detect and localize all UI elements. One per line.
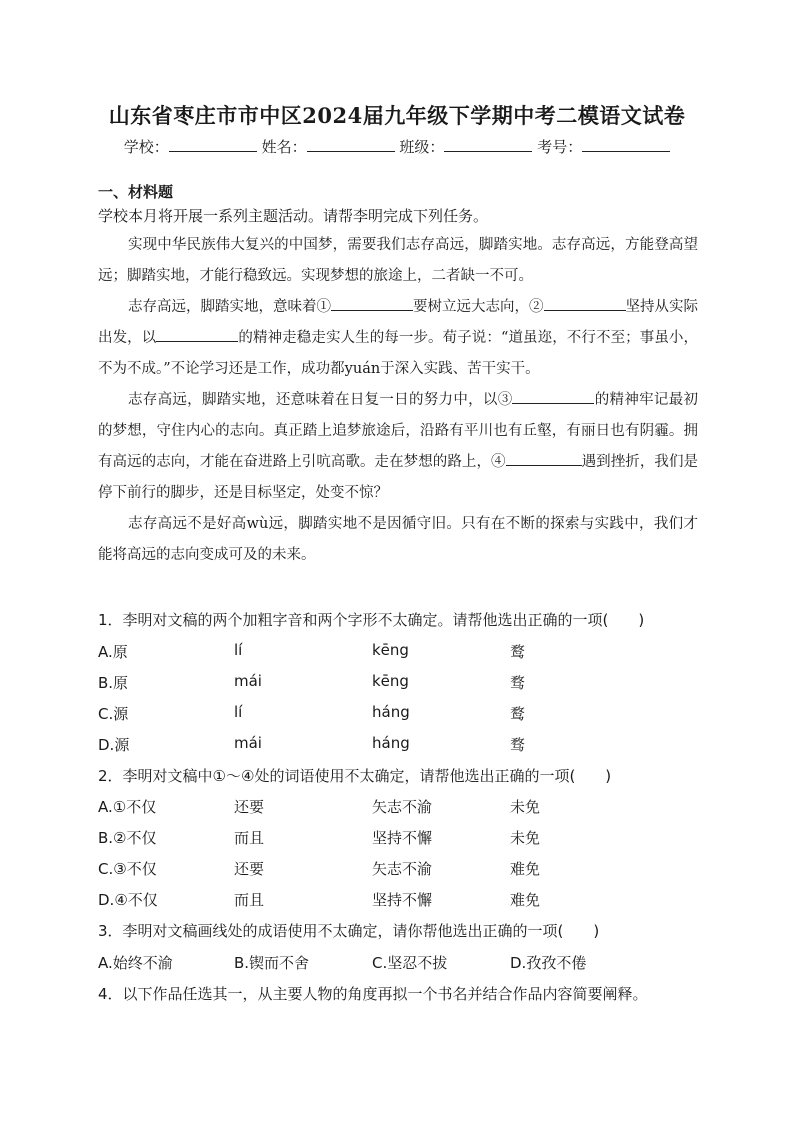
option-cell: 鹜 [510,643,526,661]
exam-no-label: 考号： [537,138,583,156]
exam-no-blank[interactable] [582,137,670,152]
question-3-stem: 3．李明对文稿画线处的成语使用不太确定，请你帮他选出正确的一项( ) [98,922,600,940]
passage-text: 遇到挫折，我们是停下前行的脚步，还是目标坚定，处变不惊？ [98,454,699,501]
option-cell: 坚持不懈 [372,829,433,847]
passage-paragraph-4: 志存高远不是好高wù远，脚踏实地不是因循守旧。只有在不断的探索与实践中，我们才能将高远的志向变成可及的未来。 [98,516,698,563]
q2-option-b[interactable] [98,827,698,849]
passage-paragraph-2 [98,292,698,385]
q3-option-a[interactable]: A.始终不渝 [98,954,173,972]
blank-2 [544,296,626,311]
option-label: B.②不仅 [98,829,157,847]
q3-option-c[interactable]: C.坚忍不拔 [372,954,448,972]
blank-4 [506,451,542,466]
option-label: A.①不仅 [98,798,157,816]
option-cell: 骛 [510,674,526,692]
option-cell: lí [234,641,243,659]
school-label: 学校： [123,138,169,156]
blank-3 [512,389,594,404]
name-label: 姓名： [261,138,307,156]
school-blank[interactable] [169,137,257,152]
class-label: 班级： [399,138,445,156]
q1-option-b[interactable] [98,672,698,694]
option-cell: kēng [372,672,409,690]
passage-paragraph-1: 实现中华民族伟大复兴的中国梦，需要我们志存高远，脚踏实地。志存高远，方能登高望远；脚踏实地，才能行稳致远。实现梦想的旅途上，二者缺一不可。 [98,237,698,284]
option-cell: 未免 [510,798,541,816]
option-cell: kēng [372,641,409,659]
option-cell: 矢志不渝 [372,798,433,816]
option-label: B.原 [98,674,129,692]
passage-text: 坚持从实际出发，以 [98,299,698,346]
passage-text: 要树立远大志向，② [413,299,544,315]
passage-text: 的精神走稳走实人生的每一步。荀子说：“道虽迩，不行不至；事虽小，不为不成。”不论学习还是工作，成功都yuán于深入实践、苦干实干。 [98,330,698,377]
passage-paragraph-3 [98,385,698,509]
option-cell: háng [372,703,410,721]
option-cell: lí [234,703,243,721]
q3-option-b[interactable]: B.锲而不舍 [234,954,310,972]
option-label: C.源 [98,705,129,723]
option-cell: mái [234,672,262,690]
q2-option-a[interactable] [98,796,698,818]
option-label: C.③不仅 [98,860,157,878]
option-label: D.④不仅 [98,891,158,909]
blank-4-cont [542,451,582,466]
q1-option-c[interactable] [98,703,698,725]
name-blank[interactable] [307,137,395,152]
option-cell: 坚持不懈 [372,891,433,909]
option-cell: háng [372,734,410,752]
option-cell: 难免 [510,860,541,878]
exam-title: 山东省枣庄市市中区2024届九年级下学期中考二模语文试卷 [108,103,686,128]
option-cell: 还要 [234,860,265,878]
blank-1 [331,296,413,311]
blank-underline [156,327,238,342]
question-4-stem: 4．以下作品任选其一，从主要人物的角度再拟一个书名并结合作品内容简要阐释。 [98,985,648,1003]
option-cell: 骛 [510,736,526,754]
option-cell: mái [234,734,262,752]
q2-option-d[interactable] [98,889,698,911]
reading-passage [98,230,698,571]
option-cell: 矢志不渝 [372,860,433,878]
student-info-line [0,136,794,157]
q3-options [98,952,698,974]
passage-text: 的精神牢记最初的梦想，守住内心的志向。真正踏上追梦旅途后，沿路有平川也有丘壑，有丽日也有阴霾。拥有高远的志向，才能在奋进路上引吭高歌。走在梦想的路上，④ [98,392,698,470]
class-blank[interactable] [444,137,532,152]
intro-text: 学校本月将开展一系列主题活动。请帮李明完成下列任务。 [98,207,489,225]
q1-option-d[interactable] [98,734,698,756]
question-1-stem: 1．李明对文稿的两个加粗字音和两个字形不太确定。请帮他选出正确的一项( ) [98,611,645,629]
option-label: D.源 [98,736,130,754]
option-cell: 难免 [510,891,541,909]
option-label: A.原 [98,643,128,661]
option-cell: 而且 [234,829,265,847]
passage-text: 志存高远，脚踏实地，意味着① [128,299,331,315]
option-cell: 还要 [234,798,265,816]
question-2-stem: 2．李明对文稿中①～④处的词语使用不太确定，请帮他选出正确的一项( ) [98,767,612,785]
q1-option-a[interactable] [98,641,698,663]
q3-option-d[interactable]: D.孜孜不倦 [510,954,587,972]
section-heading: 一、材料题 [98,183,174,201]
option-cell: 未免 [510,829,541,847]
option-cell: 而且 [234,891,265,909]
option-cell: 鹜 [510,705,526,723]
q2-option-c[interactable] [98,858,698,880]
passage-text: 志存高远，脚踏实地，还意味着在日复一日的努力中，以③ [128,392,513,408]
